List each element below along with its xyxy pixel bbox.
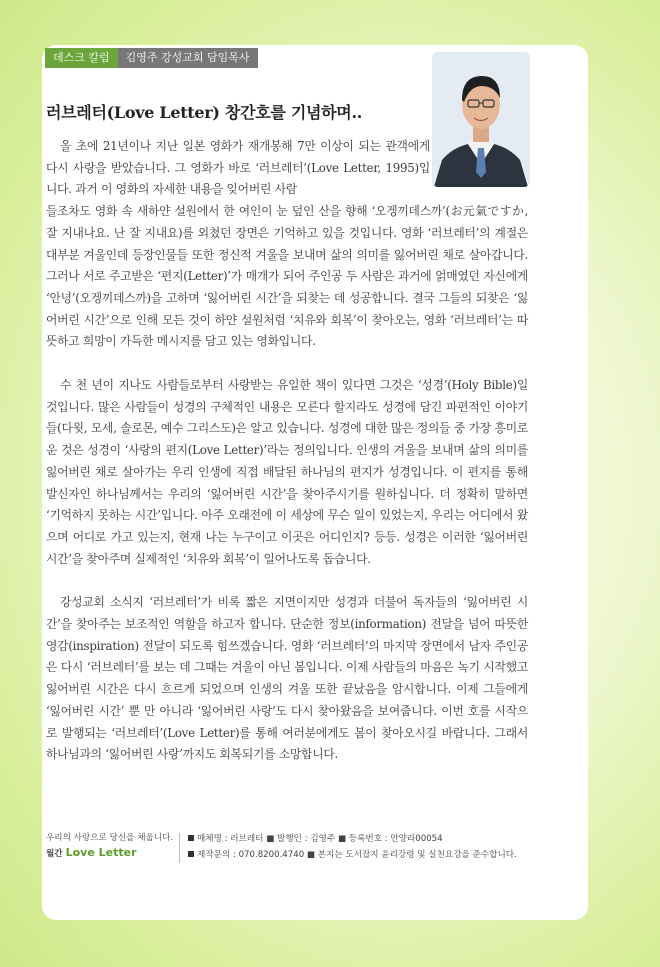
footer-monthly-label: 월간 [46, 849, 63, 859]
footer-brand-block [46, 831, 173, 862]
publication-footer [46, 831, 536, 867]
square-bullet-icon [188, 851, 194, 857]
square-bullet-icon [188, 835, 194, 841]
column-category: 데스크 칼럼 [45, 48, 118, 68]
footer-info-text-1: 매체명 : 러브레터 ■ 발행인 : 김영주 ■ 등록번호 : 안양라00054 [197, 834, 443, 844]
column-author: 김영주 강성교회 담임목사 [118, 48, 258, 68]
paragraph-1-continued: 들조차도 영화 속 새하얀 설원에서 한 여인이 눈 덮인 산을 향해 ‘오겡끼데스까’(お元氣ですか, 잘 지내나요. 난 잘 지내요)를 외쳤던 장면은 기억하고 있을 것입니다. 영화 ‘러브레터’의 계절은 대부분 겨울인데 등장인물들 또한 정신적 겨울을 보내며 삶의 의미를 잃어버린 채로 살아갑니다. 그러나 서로 주고받은 ‘편지(Letter)’가 매개가 되어 주인공 두 사람은 과거에 얽매였던 자신에게 ‘안녕’(오겡끼데스까)을 고하며 ‘잃어버린 시간’을 되찾는 데 성공합니다. 결국 그들의 되찾은 ‘잃어버린 시간’으로 인해 모든 것이 하얀 설원처럼 ‘치유와 회복’이 찾아오는, 영화 ‘러브레터’는 따뜻하고 희망이 가득한 메시지를 담고 있는 영화입니다. [46, 204, 528, 349]
footer-info-text-2: 제작문의 : 070.8200.4740 ■ 본지는 도서잡지 윤리강령 및 실천요강을 준수합니다. [197, 850, 517, 860]
footer-tagline: 우리의 사랑으로 당신을 채웁니다. [46, 833, 174, 843]
paragraph-2: 수 천 년이 지나도 사람들로부터 사랑받는 유일한 책이 있다면 그것은 ‘성경’(Holy Bible)일 것입니다. 많은 사람들이 성경의 구체적인 내용은 모른다 할지라도 성경에 담긴 파편적인 이야기들(다윗, 모세, 솔로몬, 예수 그리스도)은 알고 있습니다. 성경에 대한 많은 정의들 중 가장 흥미로운 것은 성경이 ‘사랑의 편지(Love Letter)’라는 정의입니다. 인생의 겨울을 보내며 삶의 의미를 잃어버린 채로 살아가는 우리 인생에 직접 배달된 하나님의 편지가 성경입니다. 이 편지를 통해 발신자인 하나님께서는 우리의 ‘잃어버린 시간’을 찾아주시기를 원하십니다. 더 정확히 말하면 ‘기억하지 못하는 시간’입니다. 아주 오래전에 이 세상에 무슨 일이 있었는지, 우리는 어디에서 왔으며 어디로 가고 있는지, 현재 나는 누구이고 이곳은 어디인지? 등등. 성경은 이러한 ‘잃어버린 시간’을 찾아주며 실제적인 ‘치유와 회복’이 일어나도록 돕습니다. [46, 378, 528, 566]
footer-info-line-1 [184, 831, 517, 847]
footer-info-line-2 [184, 847, 517, 863]
paragraph-3: 강성교회 소식지 ‘러브레터’가 비록 짧은 지면이지만 성경과 더불어 독자들의 ‘잃어버린 시간’을 찾아주는 보조적인 역할을 하고자 합니다. 단순한 정보(information) 전달을 넘어 따뜻한 영감(inspiration) 전달이 되도록 힘쓰겠습니다. 영화 ‘러브레터’의 마지막 장면에서 남자 주인공은 다시 ‘러브레터’를 보는 데 그때는 겨울이 아닌 봄입니다. 이제 사람들의 마음은 녹기 시작했고 잃어버린 시간은 다시 흐르게 되었으며 인생의 겨울 또한 끝났음을 암시합니다. 이제 그들에게 ‘잃어버린 시간’ 뿐 만 아니라 ‘잃어버린 사랑’도 다시 찾아왔음을 보여줍니다. 이번 호를 시작으로 발행되는 ‘러브레터’(Love Letter)를 통해 여러분에게도 봄이 찾아오시길 바랍니다. 그래서 하나님과의 ‘잃어버린 사랑’까지도 회복되기를 소망합니다. [46, 595, 528, 762]
footer-divider [179, 833, 180, 863]
footer-publication [46, 845, 173, 862]
paragraph-1-intro: 올 초에 21년이나 지난 일본 영화가 재개봉해 7만 이상이 되는 관객에게 다시 사랑을 받았습니다. 그 영화가 바로 ‘러브레터’(Love Letter, 1995)입니다. 과거 이 영화의 자세한 내용을 잊어버린 사람 [46, 139, 430, 197]
article-body [46, 136, 528, 788]
footer-brand-name: Love Letter [65, 846, 137, 859]
article-title: 러브레터(Love Letter) 창간호를 기념하며.. [46, 103, 362, 122]
column-tag [45, 48, 258, 68]
footer-info-block [184, 831, 517, 863]
